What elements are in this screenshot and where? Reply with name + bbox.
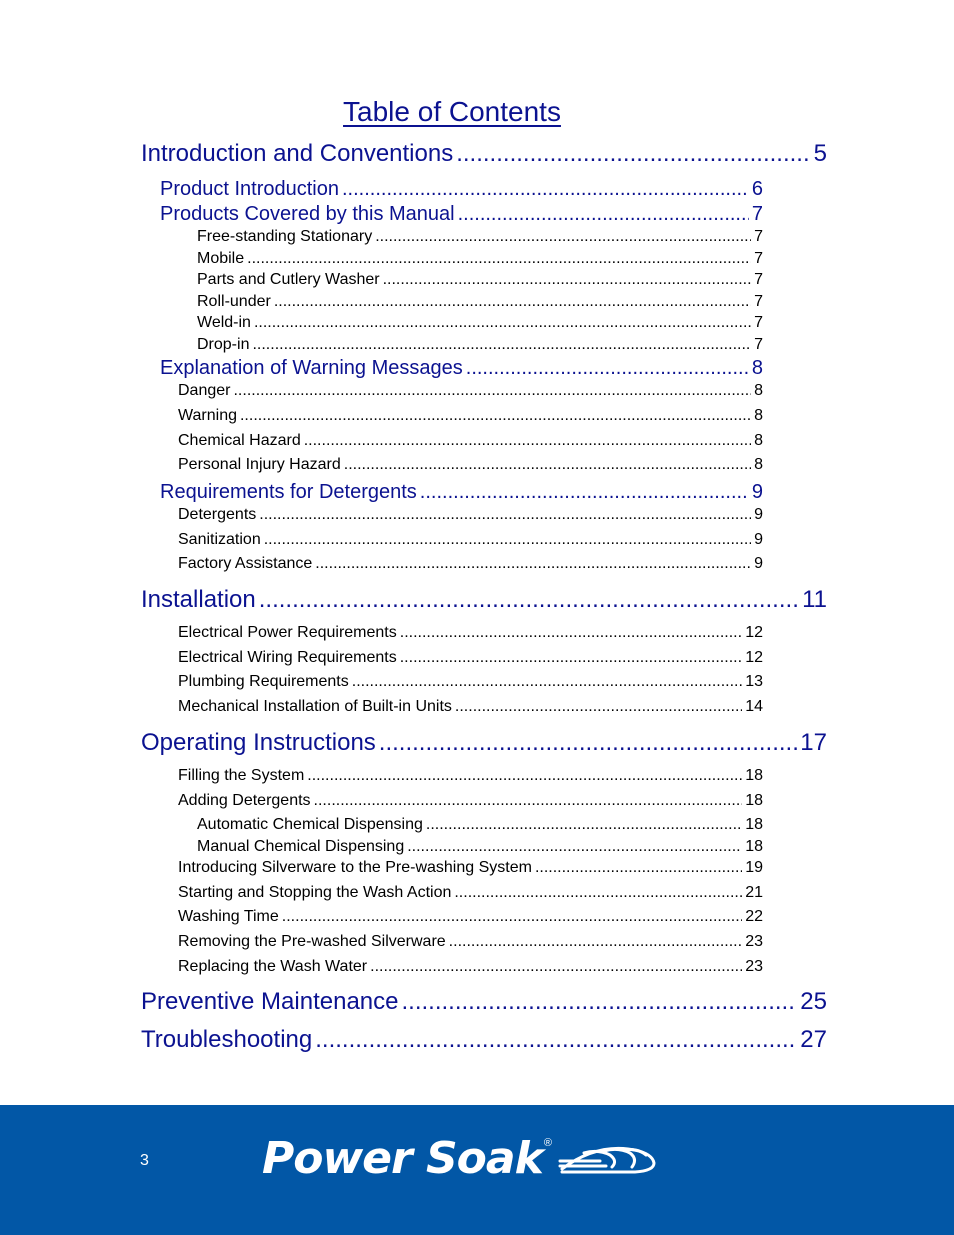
toc-entry-chemical-hazard[interactable] bbox=[178, 432, 763, 454]
toc-leader bbox=[375, 228, 751, 246]
toc-leader bbox=[454, 884, 742, 902]
toc-page: 23 bbox=[745, 958, 763, 975]
toc-entry-roll-under[interactable] bbox=[197, 293, 763, 314]
toc-leader bbox=[370, 958, 742, 976]
toc-page: 6 bbox=[751, 178, 763, 200]
toc-leader bbox=[456, 140, 810, 168]
toc-page: 13 bbox=[745, 673, 763, 690]
toc-page: 8 bbox=[754, 432, 763, 449]
toc-page: 18 bbox=[745, 816, 763, 833]
toc-label: Requirements for Detergents bbox=[160, 481, 417, 503]
toc-leader bbox=[240, 407, 751, 425]
toc-page: 18 bbox=[745, 838, 763, 855]
logo-wordmark: Power Soak bbox=[262, 1133, 543, 1184]
toc-leader bbox=[383, 271, 752, 289]
brand-logo bbox=[262, 1134, 664, 1184]
toc-label: Free-standing Stationary bbox=[197, 228, 373, 245]
toc-label: Warning bbox=[178, 407, 237, 424]
toc-entry-parts-washer[interactable] bbox=[197, 271, 763, 292]
toc-leader bbox=[426, 816, 742, 834]
toc-leader bbox=[344, 456, 751, 474]
toc-entry-start-stop-wash[interactable] bbox=[178, 884, 763, 906]
toc-page: 8 bbox=[754, 456, 763, 473]
toc-leader bbox=[247, 250, 751, 268]
toc-page: 14 bbox=[745, 698, 763, 715]
toc-leader bbox=[259, 586, 799, 614]
cutlery-swoosh-icon bbox=[554, 1139, 664, 1179]
toc-page: 9 bbox=[754, 531, 763, 548]
toc-leader bbox=[259, 506, 751, 524]
toc-page: 8 bbox=[754, 382, 763, 399]
toc-entry-mobile[interactable] bbox=[197, 250, 763, 271]
toc-page: 11 bbox=[802, 586, 827, 613]
toc-leader bbox=[379, 729, 798, 757]
toc-leader bbox=[400, 624, 742, 642]
toc-leader bbox=[449, 933, 743, 951]
toc-leader bbox=[274, 293, 751, 311]
toc-label: Replacing the Wash Water bbox=[178, 958, 368, 975]
toc-entry-operating-instructions[interactable] bbox=[141, 729, 827, 759]
toc-entry-products-covered[interactable] bbox=[160, 203, 763, 228]
toc-leader bbox=[264, 531, 751, 549]
toc-label: Adding Detergents bbox=[178, 792, 311, 809]
toc-entry-warning-messages[interactable] bbox=[160, 357, 763, 382]
toc-entry-washing-time[interactable] bbox=[178, 908, 763, 930]
toc-entry-detergents[interactable] bbox=[178, 506, 763, 528]
toc-label: Products Covered by this Manual bbox=[160, 203, 455, 225]
toc-page: 7 bbox=[754, 250, 763, 267]
toc-label: Filling the System bbox=[178, 767, 305, 784]
toc-label: Product Introduction bbox=[160, 178, 339, 200]
toc-entry-factory-assistance[interactable] bbox=[178, 555, 763, 577]
toc-page: 18 bbox=[745, 792, 763, 809]
toc-page: 17 bbox=[800, 729, 827, 756]
page-number: 3 bbox=[140, 1152, 149, 1169]
toc-entry-adding-detergents[interactable] bbox=[178, 792, 763, 814]
registered-mark: ® bbox=[543, 1137, 552, 1149]
toc-label: Operating Instructions bbox=[141, 729, 376, 756]
toc-label: Removing the Pre-washed Silverware bbox=[178, 933, 446, 950]
toc-leader bbox=[304, 432, 751, 450]
toc-leader bbox=[400, 649, 742, 667]
toc-page: 23 bbox=[745, 933, 763, 950]
toc-page: 9 bbox=[754, 506, 763, 523]
toc-page: 7 bbox=[754, 314, 763, 331]
toc-leader bbox=[314, 792, 743, 810]
toc-page: 7 bbox=[754, 293, 763, 310]
toc-page: 12 bbox=[745, 649, 763, 666]
page-title: Table of Contents bbox=[343, 96, 561, 127]
toc-entry-personal-injury[interactable] bbox=[178, 456, 763, 478]
toc-leader bbox=[282, 908, 742, 926]
toc-page: 27 bbox=[800, 1026, 827, 1053]
toc-entry-drop-in[interactable] bbox=[197, 336, 763, 357]
toc-label: Starting and Stopping the Wash Action bbox=[178, 884, 452, 901]
toc-label: Preventive Maintenance bbox=[141, 988, 399, 1015]
toc-leader bbox=[254, 314, 751, 332]
toc-label: Mechanical Installation of Built-in Units bbox=[178, 698, 452, 715]
toc-entry-product-introduction[interactable] bbox=[160, 178, 763, 203]
toc-leader bbox=[315, 555, 751, 573]
toc-entry-automatic-dispensing[interactable] bbox=[197, 816, 763, 837]
toc-label: Electrical Wiring Requirements bbox=[178, 649, 397, 666]
toc-label: Plumbing Requirements bbox=[178, 673, 349, 690]
toc-leader bbox=[535, 859, 742, 877]
toc-label: Parts and Cutlery Washer bbox=[197, 271, 380, 288]
toc-entry-troubleshooting[interactable] bbox=[141, 1026, 827, 1056]
toc-label: Chemical Hazard bbox=[178, 432, 301, 449]
toc-entry-mechanical-installation[interactable] bbox=[178, 698, 763, 720]
toc-label: Introducing Silverware to the Pre-washing System bbox=[178, 859, 532, 876]
toc-entry-weld-in[interactable] bbox=[197, 314, 763, 335]
toc-label: Troubleshooting bbox=[141, 1026, 313, 1053]
toc-label: Automatic Chemical Dispensing bbox=[197, 816, 423, 833]
toc-label: Introduction and Conventions bbox=[141, 140, 454, 167]
toc-label: Manual Chemical Dispensing bbox=[197, 838, 405, 855]
toc-leader bbox=[315, 1026, 797, 1054]
toc-entry-electrical-power[interactable] bbox=[178, 624, 763, 646]
toc-label: Factory Assistance bbox=[178, 555, 313, 572]
toc-entry-electrical-wiring[interactable] bbox=[178, 649, 763, 671]
toc-page: 7 bbox=[751, 203, 763, 225]
toc-page: 8 bbox=[754, 407, 763, 424]
toc-entry-warning[interactable] bbox=[178, 407, 763, 429]
toc-label: Electrical Power Requirements bbox=[178, 624, 397, 641]
toc-leader bbox=[252, 336, 751, 354]
toc-leader bbox=[233, 382, 751, 400]
toc-leader bbox=[342, 178, 749, 201]
toc-leader bbox=[458, 203, 749, 226]
toc-page: 9 bbox=[751, 481, 763, 503]
toc-entry-manual-dispensing[interactable] bbox=[197, 838, 763, 859]
toc-leader bbox=[407, 838, 742, 856]
toc-page: 18 bbox=[745, 767, 763, 784]
toc-entry-sanitization[interactable] bbox=[178, 531, 763, 553]
toc-entry-free-standing[interactable] bbox=[197, 228, 763, 249]
toc-label: Washing Time bbox=[178, 908, 279, 925]
toc-page: 8 bbox=[751, 357, 763, 379]
toc-leader bbox=[401, 988, 797, 1016]
toc-label: Mobile bbox=[197, 250, 245, 267]
toc-page: 12 bbox=[745, 624, 763, 641]
toc-label: Weld-in bbox=[197, 314, 251, 331]
toc-page: 22 bbox=[745, 908, 763, 925]
toc-entry-detergent-requirements[interactable] bbox=[160, 481, 763, 506]
toc-page: 19 bbox=[745, 859, 763, 876]
toc-label: Drop-in bbox=[197, 336, 250, 353]
toc-page: 7 bbox=[754, 336, 763, 353]
toc-entry-preventive-maintenance[interactable] bbox=[141, 988, 827, 1018]
toc-label: Detergents bbox=[178, 506, 257, 523]
toc-page: 7 bbox=[754, 228, 763, 245]
toc-label: Explanation of Warning Messages bbox=[160, 357, 463, 379]
toc-entry-installation[interactable] bbox=[141, 586, 827, 616]
toc-label: Personal Injury Hazard bbox=[178, 456, 341, 473]
toc-leader bbox=[455, 698, 742, 716]
toc-entry-removing-silverware[interactable] bbox=[178, 933, 763, 955]
toc-label: Sanitization bbox=[178, 531, 261, 548]
toc-leader bbox=[307, 767, 742, 785]
toc-entry-replacing-water[interactable] bbox=[178, 958, 763, 980]
toc-page: 21 bbox=[745, 884, 763, 901]
toc-leader bbox=[352, 673, 742, 691]
toc-entry-danger[interactable] bbox=[178, 382, 763, 404]
toc-page: 25 bbox=[800, 988, 827, 1015]
toc-entry-filling-system[interactable] bbox=[178, 767, 763, 789]
toc-label: Installation bbox=[141, 586, 256, 613]
toc-leader bbox=[466, 357, 749, 380]
toc-entry-introduction[interactable] bbox=[141, 140, 827, 170]
toc-page: 9 bbox=[754, 555, 763, 572]
toc-entry-introducing-silverware[interactable] bbox=[178, 859, 763, 881]
toc-page: 7 bbox=[754, 271, 763, 288]
toc-label: Roll-under bbox=[197, 293, 271, 310]
toc-page: 5 bbox=[813, 140, 827, 167]
toc-leader bbox=[420, 481, 749, 504]
toc-entry-plumbing[interactable] bbox=[178, 673, 763, 695]
toc-label: Danger bbox=[178, 382, 231, 399]
